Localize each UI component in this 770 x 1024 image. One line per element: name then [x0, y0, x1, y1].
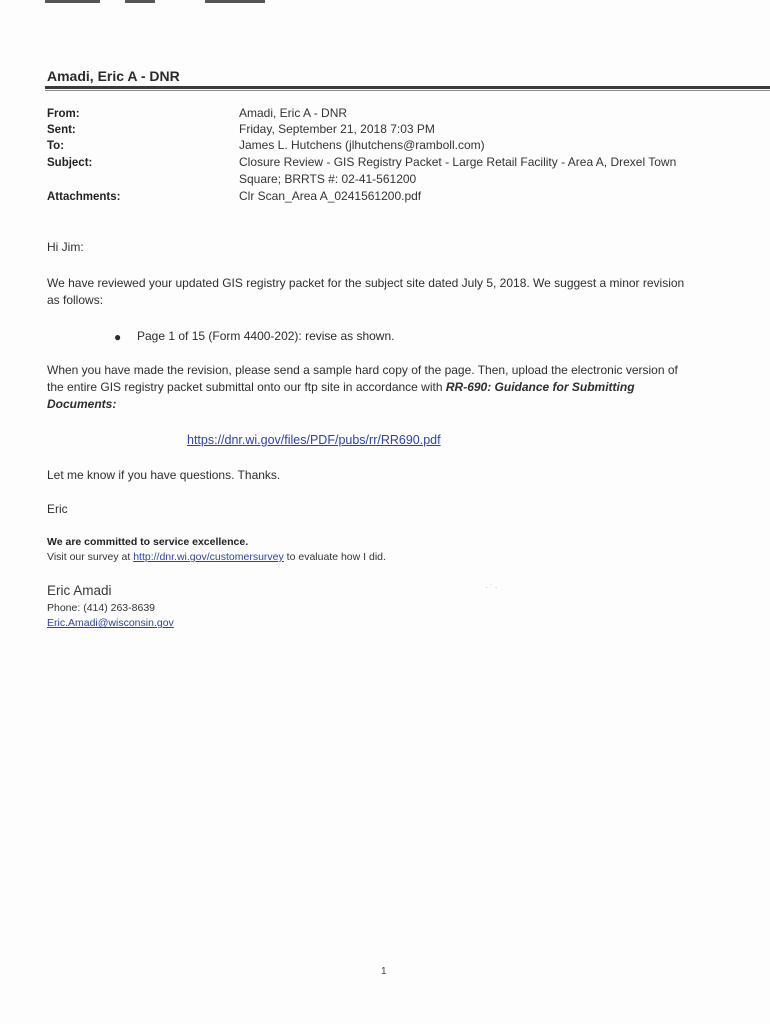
scan-specks: · ˙ ·	[485, 583, 498, 592]
page-number: 1	[381, 966, 387, 977]
closing-line: Let me know if you have questions. Thanks.	[47, 468, 281, 482]
from-label: From:	[47, 108, 80, 120]
guidance-title: RR-690: Guidance for Submitting	[445, 380, 635, 394]
service-commitment: We are committed to service excellence.	[47, 536, 249, 548]
signature-name: Eric Amadi	[47, 583, 112, 598]
email-sender-title: Amadi, Eric A - DNR	[47, 68, 180, 84]
sign-off: Eric	[47, 502, 68, 516]
sent-value: Friday, September 21, 2018 7:03 PM	[239, 122, 435, 136]
paragraph-2-plain: the entire GIS registry packet submittal onto our ftp site in accordance with	[47, 380, 446, 394]
sent-label: Sent:	[47, 124, 76, 136]
signature-phone: Phone: (414) 263-8639	[47, 602, 155, 614]
greeting: Hi Jim:	[47, 240, 84, 254]
scan-top-edge-marks	[0, 0, 770, 4]
subject-label: Subject:	[47, 157, 93, 169]
subject-line-1: Closure Review - GIS Registry Packet - Large Retail Facility - Area A, Drexel Town	[239, 155, 677, 169]
title-divider	[45, 86, 770, 89]
attachments-label: Attachments:	[47, 191, 121, 203]
guidance-title-cont: Documents:	[47, 397, 117, 411]
survey-line	[47, 551, 386, 563]
to-value: James L. Hutchens (jlhutchens@ramboll.com)	[239, 138, 485, 152]
survey-suffix: to evaluate how I did.	[283, 551, 386, 563]
signature-email-link[interactable]: Eric.Amadi@wisconsin.gov	[47, 617, 174, 629]
rr690-link[interactable]: https://dnr.wi.gov/files/PDF/pubs/rr/RR690.pdf	[187, 433, 441, 447]
survey-prefix: Visit our survey at	[47, 551, 134, 563]
survey-link[interactable]: http://dnr.wi.gov/customersurvey	[133, 551, 284, 563]
paragraph-2-line-2	[47, 380, 635, 394]
subject-line-2: Square; BRRTS #: 02-41-561200	[239, 172, 417, 186]
paragraph-2-line-1: When you have made the revision, please send a sample hard copy of the page. Then, upload the electronic version of	[47, 363, 678, 377]
paragraph-1-line-1: We have reviewed your updated GIS registry packet for the subject site dated July 5, 2018. We suggest a minor revision	[47, 276, 685, 290]
to-label: To:	[47, 140, 65, 152]
attachment-file[interactable]: Clr Scan_Area A_0241561200.pdf	[239, 189, 422, 203]
bullet-dot-icon: ●	[114, 330, 122, 344]
bullet-item: Page 1 of 15 (Form 4400-202): revise as shown.	[137, 329, 395, 343]
title-divider-thin	[45, 90, 770, 91]
from-value: Amadi, Eric A - DNR	[239, 106, 348, 120]
paragraph-1-line-2: as follows:	[47, 293, 104, 307]
